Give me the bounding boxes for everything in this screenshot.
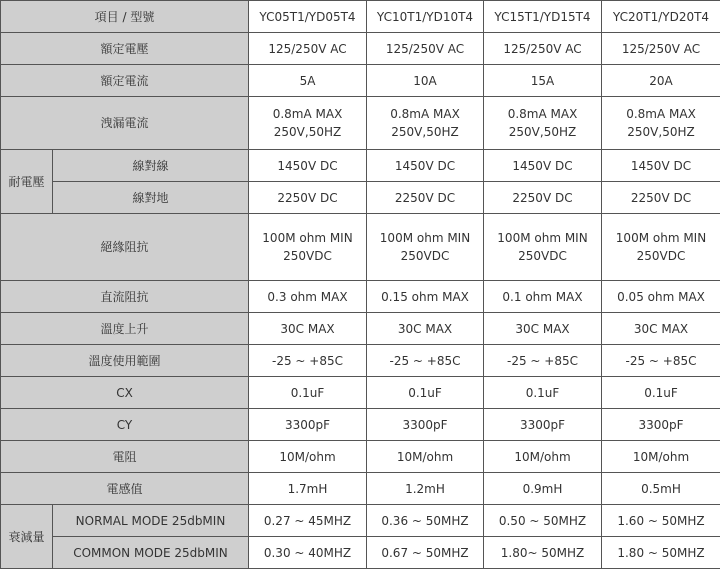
cell-value: 15A <box>484 65 602 97</box>
row-label: 洩漏電流 <box>1 97 249 150</box>
model-header: YC10T1/YD10T4 <box>367 1 484 33</box>
row-label: 電阻 <box>1 441 249 473</box>
row-label: NORMAL MODE 25dbMIN <box>53 505 249 537</box>
cell-value: 0.27 ~ 45MHZ <box>249 505 367 537</box>
cell-value: 125/250V AC <box>602 33 720 65</box>
row-label: 線對地 <box>53 182 249 214</box>
row-label: 額定電流 <box>1 65 249 97</box>
cell-value: 2250V DC <box>249 182 367 214</box>
cell-value: 0.1uF <box>602 377 720 409</box>
cell-value: 0.05 ohm MAX <box>602 281 720 313</box>
cell-value: 1450V DC <box>367 150 484 182</box>
cell-line: 100M ohm MIN <box>497 231 588 245</box>
cell-line: 250V,50HZ <box>391 125 459 139</box>
cell-value <box>249 97 367 150</box>
row-label: 絕緣阻抗 <box>1 214 249 281</box>
cell-value: 10M/ohm <box>484 441 602 473</box>
cell-value: 0.50 ~ 50MHZ <box>484 505 602 537</box>
cell-line: 250VDC <box>400 249 450 263</box>
cell-line: 100M ohm MIN <box>379 231 471 245</box>
cell-value: 2250V DC <box>602 182 720 214</box>
cell-value: 0.36 ~ 50MHZ <box>367 505 484 537</box>
table-row <box>1 281 720 313</box>
table-row <box>1 150 720 182</box>
cell-value <box>367 214 484 281</box>
cell-value: -25 ~ +85C <box>367 345 484 377</box>
cell-value: 0.15 ohm MAX <box>367 281 484 313</box>
table-row <box>1 409 720 441</box>
cell-line: 100M ohm MIN <box>615 231 707 245</box>
cell-value: 1450V DC <box>602 150 720 182</box>
table-row <box>1 182 720 214</box>
table-row <box>1 473 720 505</box>
cell-value: 3300pF <box>249 409 367 441</box>
cell-value: 0.5mH <box>602 473 720 505</box>
cell-value: 0.1uF <box>484 377 602 409</box>
cell-value: 20A <box>602 65 720 97</box>
cell-value: 10A <box>367 65 484 97</box>
cell-value: 0.3 ohm MAX <box>249 281 367 313</box>
table-row <box>1 214 720 281</box>
cell-line: 250V,50HZ <box>508 125 577 139</box>
table-row <box>1 33 720 65</box>
cell-value: 2250V DC <box>484 182 602 214</box>
cell-value: 0.30 ~ 40MHZ <box>249 537 367 569</box>
cell-value: -25 ~ +85C <box>249 345 367 377</box>
cell-value: 10M/ohm <box>602 441 720 473</box>
row-label: CX <box>1 377 249 409</box>
table-row <box>1 537 720 569</box>
cell-value: 0.1uF <box>249 377 367 409</box>
cell-line: 250VDC <box>283 249 332 263</box>
cell-value: 1.2mH <box>367 473 484 505</box>
cell-value: 3300pF <box>484 409 602 441</box>
cell-value <box>602 214 720 281</box>
cell-value: 3300pF <box>367 409 484 441</box>
cell-value: 30C MAX <box>367 313 484 345</box>
cell-value: 125/250V AC <box>367 33 484 65</box>
cell-line: 0.8mA MAX <box>390 107 460 121</box>
cell-value: 2250V DC <box>367 182 484 214</box>
table-row <box>1 65 720 97</box>
cell-value <box>249 214 367 281</box>
cell-line: 250V,50HZ <box>627 125 695 139</box>
row-label: 額定電壓 <box>1 33 249 65</box>
cell-value: 1.80~ 50MHZ <box>484 537 602 569</box>
row-label: 溫度使用範圍 <box>1 345 249 377</box>
cell-value: 0.1uF <box>367 377 484 409</box>
model-header: YC15T1/YD15T4 <box>484 1 602 33</box>
cell-value: 0.67 ~ 50MHZ <box>367 537 484 569</box>
table-row <box>1 441 720 473</box>
cell-value <box>367 97 484 150</box>
cell-value: 125/250V AC <box>249 33 367 65</box>
cell-value: 1450V DC <box>484 150 602 182</box>
cell-value <box>484 97 602 150</box>
cell-value: 125/250V AC <box>484 33 602 65</box>
header-label: 項目 / 型號 <box>1 1 249 33</box>
cell-value: 1450V DC <box>249 150 367 182</box>
cell-line: 100M ohm MIN <box>262 231 353 245</box>
cell-line: 0.8mA MAX <box>507 107 578 121</box>
table-row <box>1 97 720 150</box>
cell-value <box>484 214 602 281</box>
cell-line: 250V,50HZ <box>273 125 342 139</box>
cell-value: 0.1 ohm MAX <box>484 281 602 313</box>
cell-line: 250VDC <box>636 249 686 263</box>
cell-value: 30C MAX <box>484 313 602 345</box>
cell-value: 1.7mH <box>249 473 367 505</box>
table-row <box>1 345 720 377</box>
row-label: COMMON MODE 25dbMIN <box>53 537 249 569</box>
table-row <box>1 505 720 537</box>
row-label: 溫度上升 <box>1 313 249 345</box>
cell-line: 250VDC <box>518 249 567 263</box>
row-label: 電感值 <box>1 473 249 505</box>
group-label: 耐電壓 <box>1 150 53 214</box>
row-label: CY <box>1 409 249 441</box>
cell-line: 0.8mA MAX <box>272 107 343 121</box>
model-header: YC20T1/YD20T4 <box>602 1 720 33</box>
cell-value: 5A <box>249 65 367 97</box>
row-label: 直流阻抗 <box>1 281 249 313</box>
table-row <box>1 377 720 409</box>
cell-value: -25 ~ +85C <box>602 345 720 377</box>
table-row <box>1 313 720 345</box>
cell-line: 0.8mA MAX <box>626 107 696 121</box>
cell-value: 0.9mH <box>484 473 602 505</box>
table-header-row <box>1 1 720 33</box>
cell-value: 10M/ohm <box>249 441 367 473</box>
model-header: YC05T1/YD05T4 <box>249 1 367 33</box>
cell-value: 1.60 ~ 50MHZ <box>602 505 720 537</box>
cell-value <box>602 97 720 150</box>
cell-value: -25 ~ +85C <box>484 345 602 377</box>
cell-value: 30C MAX <box>249 313 367 345</box>
cell-value: 1.80 ~ 50MHZ <box>602 537 720 569</box>
cell-value: 10M/ohm <box>367 441 484 473</box>
group-label: 衰減量 <box>1 505 53 569</box>
cell-value: 3300pF <box>602 409 720 441</box>
row-label: 線對線 <box>53 150 249 182</box>
cell-value: 30C MAX <box>602 313 720 345</box>
